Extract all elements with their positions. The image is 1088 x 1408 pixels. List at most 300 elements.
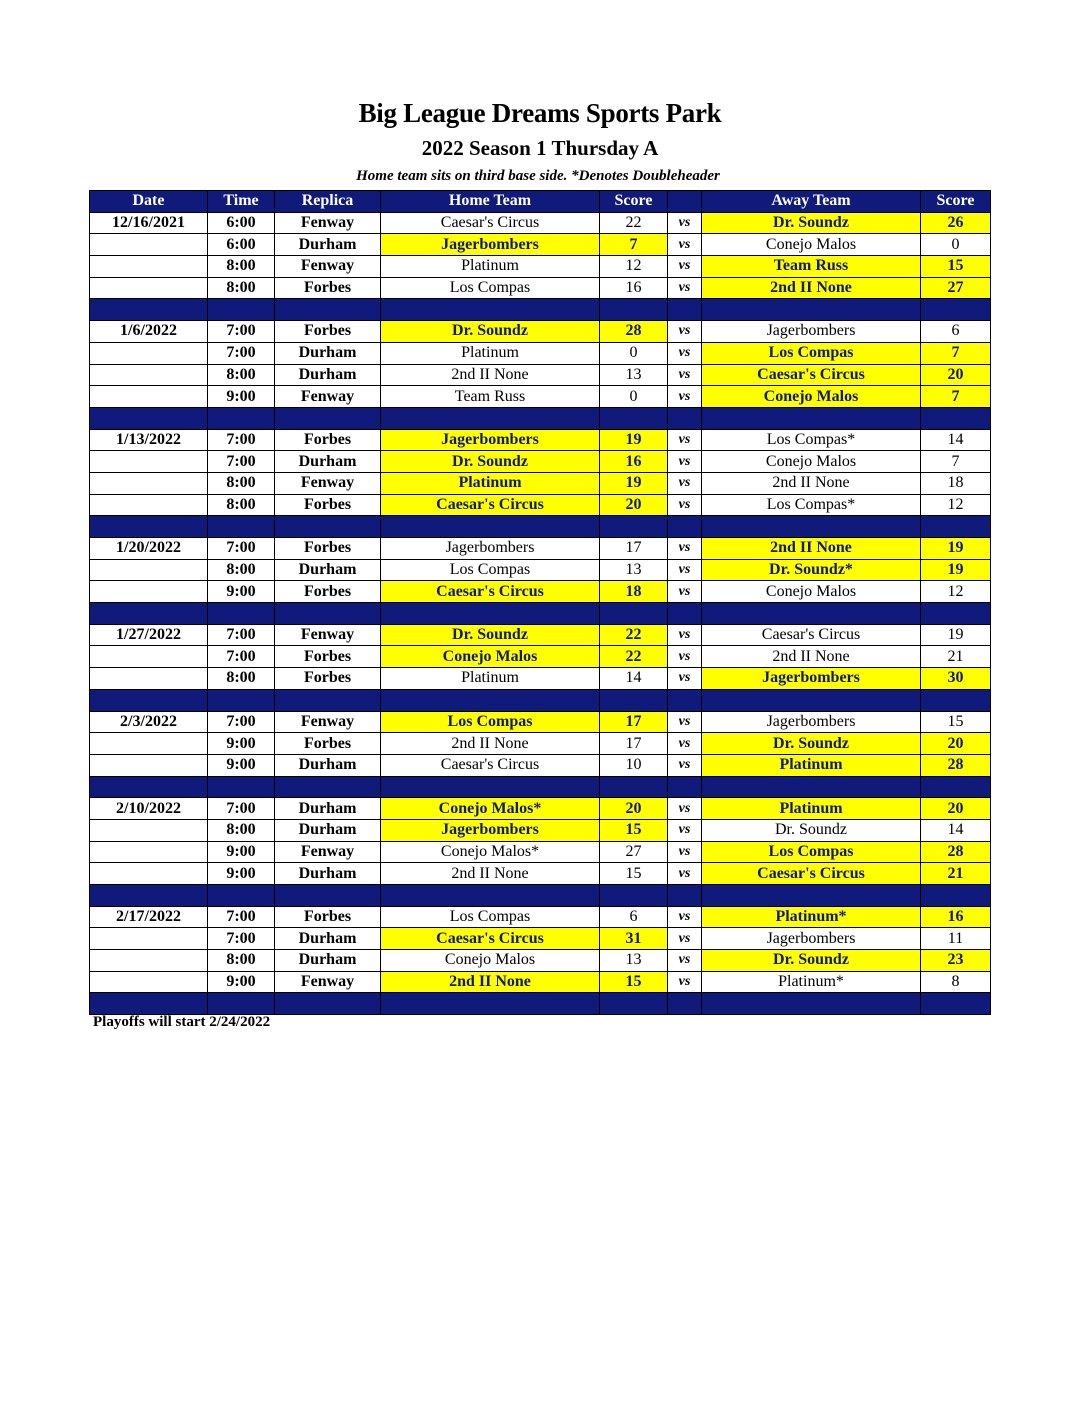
home-team-cell: Platinum bbox=[381, 472, 600, 494]
separator-cell bbox=[90, 603, 208, 625]
replica-cell: Forbes bbox=[275, 646, 381, 668]
away-team-cell: Platinum bbox=[702, 798, 921, 820]
away-team-cell: Conejo Malos bbox=[702, 234, 921, 256]
date-cell bbox=[90, 950, 208, 972]
replica-cell: Durham bbox=[275, 819, 381, 841]
game-row bbox=[90, 429, 991, 451]
separator-cell bbox=[90, 689, 208, 711]
away-score-cell: 20 bbox=[921, 798, 991, 820]
away-score-cell: 14 bbox=[921, 429, 991, 451]
vs-cell: vs bbox=[668, 819, 702, 841]
separator-cell bbox=[600, 993, 668, 1015]
home-team-cell: Platinum bbox=[381, 256, 600, 278]
away-team-cell: 2nd II None bbox=[702, 538, 921, 560]
replica-cell: Durham bbox=[275, 754, 381, 776]
replica-cell: Fenway bbox=[275, 472, 381, 494]
separator-cell bbox=[600, 603, 668, 625]
replica-cell: Fenway bbox=[275, 971, 381, 993]
separator-cell bbox=[381, 776, 600, 798]
home-score-cell: 16 bbox=[600, 451, 668, 473]
away-score-cell: 8 bbox=[921, 971, 991, 993]
separator-cell bbox=[600, 407, 668, 429]
time-cell: 8:00 bbox=[208, 472, 275, 494]
home-team-cell: 2nd II None bbox=[381, 863, 600, 885]
date-cell bbox=[90, 971, 208, 993]
away-team-cell: 2nd II None bbox=[702, 277, 921, 299]
date-cell: 12/16/2021 bbox=[90, 212, 208, 234]
replica-cell: Durham bbox=[275, 364, 381, 386]
away-score-cell: 21 bbox=[921, 646, 991, 668]
separator-cell bbox=[208, 993, 275, 1015]
separator-cell bbox=[600, 776, 668, 798]
away-team-cell: Jagerbombers bbox=[702, 668, 921, 690]
home-score-cell: 18 bbox=[600, 581, 668, 603]
date-cell: 1/27/2022 bbox=[90, 624, 208, 646]
time-cell: 7:00 bbox=[208, 451, 275, 473]
vs-cell: vs bbox=[668, 386, 702, 408]
replica-cell: Durham bbox=[275, 950, 381, 972]
date-cell: 2/17/2022 bbox=[90, 906, 208, 928]
separator-cell bbox=[275, 885, 381, 907]
time-cell: 7:00 bbox=[208, 711, 275, 733]
separator-cell bbox=[381, 885, 600, 907]
separator-cell bbox=[90, 993, 208, 1015]
vs-cell: vs bbox=[668, 256, 702, 278]
away-score-cell: 14 bbox=[921, 819, 991, 841]
separator-cell bbox=[208, 885, 275, 907]
page-title: Big League Dreams Sports Park bbox=[358, 98, 722, 128]
separator-cell bbox=[90, 885, 208, 907]
game-row bbox=[90, 971, 991, 993]
separator-cell bbox=[921, 689, 991, 711]
date-cell bbox=[90, 559, 208, 581]
separator-cell bbox=[90, 407, 208, 429]
home-score-cell: 27 bbox=[600, 841, 668, 863]
separator-cell bbox=[702, 776, 921, 798]
vs-cell: vs bbox=[668, 668, 702, 690]
playoffs-note: Playoffs will start 2/24/2022 bbox=[93, 1014, 271, 1030]
page-subtitle: 2022 Season 1 Thursday A bbox=[421, 136, 659, 160]
away-score-cell: 6 bbox=[921, 321, 991, 343]
replica-cell: Durham bbox=[275, 928, 381, 950]
separator-cell bbox=[381, 689, 600, 711]
week-separator-row bbox=[90, 689, 991, 711]
away-score-cell: 12 bbox=[921, 581, 991, 603]
date-cell bbox=[90, 364, 208, 386]
vs-cell: vs bbox=[668, 971, 702, 993]
vs-cell: vs bbox=[668, 711, 702, 733]
home-team-cell: Dr. Soundz bbox=[381, 321, 600, 343]
game-row bbox=[90, 581, 991, 603]
column-header-vs bbox=[668, 191, 702, 213]
away-score-cell: 0 bbox=[921, 234, 991, 256]
date-cell bbox=[90, 277, 208, 299]
home-score-cell: 0 bbox=[600, 342, 668, 364]
separator-cell bbox=[668, 299, 702, 321]
game-row bbox=[90, 342, 991, 364]
time-cell: 8:00 bbox=[208, 950, 275, 972]
replica-cell: Forbes bbox=[275, 277, 381, 299]
away-team-cell: Caesar's Circus bbox=[702, 624, 921, 646]
game-row bbox=[90, 386, 991, 408]
game-row bbox=[90, 668, 991, 690]
vs-cell: vs bbox=[668, 472, 702, 494]
time-cell: 8:00 bbox=[208, 494, 275, 516]
home-team-cell: Jagerbombers bbox=[381, 819, 600, 841]
week-separator-row bbox=[90, 299, 991, 321]
time-cell: 8:00 bbox=[208, 277, 275, 299]
separator-cell bbox=[381, 993, 600, 1015]
column-header-away-score: Score bbox=[921, 191, 991, 213]
replica-cell: Forbes bbox=[275, 906, 381, 928]
away-team-cell: Dr. Soundz bbox=[702, 819, 921, 841]
separator-cell bbox=[275, 993, 381, 1015]
date-cell bbox=[90, 472, 208, 494]
time-cell: 8:00 bbox=[208, 819, 275, 841]
schedule-body bbox=[90, 212, 991, 1014]
away-team-cell: Conejo Malos bbox=[702, 386, 921, 408]
away-team-cell: Conejo Malos bbox=[702, 451, 921, 473]
away-team-cell: Los Compas* bbox=[702, 494, 921, 516]
separator-cell bbox=[208, 776, 275, 798]
replica-cell: Fenway bbox=[275, 711, 381, 733]
separator-cell bbox=[668, 776, 702, 798]
separator-cell bbox=[702, 993, 921, 1015]
week-separator-row bbox=[90, 407, 991, 429]
away-score-cell: 23 bbox=[921, 950, 991, 972]
separator-cell bbox=[668, 407, 702, 429]
column-header-replica: Replica bbox=[275, 191, 381, 213]
column-header-date: Date bbox=[90, 191, 208, 213]
time-cell: 7:00 bbox=[208, 906, 275, 928]
away-score-cell: 18 bbox=[921, 472, 991, 494]
home-team-cell: Jagerbombers bbox=[381, 538, 600, 560]
separator-cell bbox=[702, 407, 921, 429]
time-cell: 9:00 bbox=[208, 733, 275, 755]
replica-cell: Fenway bbox=[275, 256, 381, 278]
home-score-cell: 13 bbox=[600, 950, 668, 972]
home-score-cell: 22 bbox=[600, 624, 668, 646]
date-cell: 2/10/2022 bbox=[90, 798, 208, 820]
vs-cell: vs bbox=[668, 494, 702, 516]
vs-cell: vs bbox=[668, 624, 702, 646]
vs-cell: vs bbox=[668, 277, 702, 299]
separator-cell bbox=[921, 885, 991, 907]
replica-cell: Forbes bbox=[275, 668, 381, 690]
separator-cell bbox=[208, 516, 275, 538]
week-separator-row bbox=[90, 516, 991, 538]
game-row bbox=[90, 538, 991, 560]
game-row bbox=[90, 559, 991, 581]
column-header-home-team: Home Team bbox=[381, 191, 600, 213]
separator-cell bbox=[208, 407, 275, 429]
date-cell bbox=[90, 733, 208, 755]
away-score-cell: 7 bbox=[921, 386, 991, 408]
column-header-time: Time bbox=[208, 191, 275, 213]
away-team-cell: 2nd II None bbox=[702, 646, 921, 668]
separator-cell bbox=[702, 689, 921, 711]
separator-cell bbox=[921, 407, 991, 429]
home-team-cell: Los Compas bbox=[381, 559, 600, 581]
time-cell: 9:00 bbox=[208, 863, 275, 885]
game-row bbox=[90, 277, 991, 299]
header-row bbox=[90, 191, 991, 213]
away-score-cell: 28 bbox=[921, 841, 991, 863]
week-separator-row bbox=[90, 603, 991, 625]
time-cell: 8:00 bbox=[208, 668, 275, 690]
home-score-cell: 10 bbox=[600, 754, 668, 776]
time-cell: 7:00 bbox=[208, 624, 275, 646]
replica-cell: Forbes bbox=[275, 733, 381, 755]
date-cell bbox=[90, 342, 208, 364]
home-team-cell: Caesar's Circus bbox=[381, 494, 600, 516]
separator-cell bbox=[600, 299, 668, 321]
date-cell bbox=[90, 819, 208, 841]
time-cell: 6:00 bbox=[208, 234, 275, 256]
home-team-cell: 2nd II None bbox=[381, 733, 600, 755]
away-team-cell: Dr. Soundz bbox=[702, 733, 921, 755]
home-score-cell: 6 bbox=[600, 906, 668, 928]
replica-cell: Forbes bbox=[275, 581, 381, 603]
vs-cell: vs bbox=[668, 451, 702, 473]
date-cell: 1/6/2022 bbox=[90, 321, 208, 343]
home-score-cell: 15 bbox=[600, 971, 668, 993]
separator-cell bbox=[600, 516, 668, 538]
separator-cell bbox=[381, 299, 600, 321]
replica-cell: Forbes bbox=[275, 538, 381, 560]
home-team-cell: Dr. Soundz bbox=[381, 624, 600, 646]
away-team-cell: Los Compas bbox=[702, 841, 921, 863]
away-score-cell: 20 bbox=[921, 733, 991, 755]
time-cell: 6:00 bbox=[208, 212, 275, 234]
time-cell: 8:00 bbox=[208, 364, 275, 386]
separator-cell bbox=[921, 993, 991, 1015]
game-row bbox=[90, 212, 991, 234]
home-score-cell: 13 bbox=[600, 364, 668, 386]
separator-cell bbox=[208, 299, 275, 321]
date-cell: 1/20/2022 bbox=[90, 538, 208, 560]
schedule-table bbox=[89, 190, 991, 1015]
time-cell: 9:00 bbox=[208, 581, 275, 603]
vs-cell: vs bbox=[668, 906, 702, 928]
vs-cell: vs bbox=[668, 863, 702, 885]
game-row bbox=[90, 906, 991, 928]
replica-cell: Durham bbox=[275, 863, 381, 885]
game-row bbox=[90, 754, 991, 776]
replica-cell: Durham bbox=[275, 234, 381, 256]
home-team-cell: 2nd II None bbox=[381, 364, 600, 386]
vs-cell: vs bbox=[668, 733, 702, 755]
column-header-away-team: Away Team bbox=[702, 191, 921, 213]
home-score-cell: 19 bbox=[600, 429, 668, 451]
time-cell: 8:00 bbox=[208, 559, 275, 581]
replica-cell: Durham bbox=[275, 559, 381, 581]
vs-cell: vs bbox=[668, 928, 702, 950]
home-score-cell: 0 bbox=[600, 386, 668, 408]
home-score-cell: 20 bbox=[600, 798, 668, 820]
home-team-cell: Conejo Malos bbox=[381, 646, 600, 668]
vs-cell: vs bbox=[668, 581, 702, 603]
away-team-cell: Platinum* bbox=[702, 971, 921, 993]
home-score-cell: 19 bbox=[600, 472, 668, 494]
game-row bbox=[90, 798, 991, 820]
date-cell bbox=[90, 581, 208, 603]
away-score-cell: 19 bbox=[921, 538, 991, 560]
game-row bbox=[90, 841, 991, 863]
separator-cell bbox=[600, 689, 668, 711]
replica-cell: Fenway bbox=[275, 624, 381, 646]
game-row bbox=[90, 928, 991, 950]
time-cell: 7:00 bbox=[208, 646, 275, 668]
date-cell: 2/3/2022 bbox=[90, 711, 208, 733]
time-cell: 7:00 bbox=[208, 928, 275, 950]
away-score-cell: 15 bbox=[921, 256, 991, 278]
game-row bbox=[90, 321, 991, 343]
separator-cell bbox=[275, 299, 381, 321]
date-cell bbox=[90, 668, 208, 690]
separator-cell bbox=[921, 776, 991, 798]
away-team-cell: Los Compas* bbox=[702, 429, 921, 451]
away-score-cell: 27 bbox=[921, 277, 991, 299]
away-score-cell: 15 bbox=[921, 711, 991, 733]
home-score-cell: 7 bbox=[600, 234, 668, 256]
vs-cell: vs bbox=[668, 429, 702, 451]
date-cell: 1/13/2022 bbox=[90, 429, 208, 451]
separator-cell bbox=[381, 603, 600, 625]
replica-cell: Fenway bbox=[275, 212, 381, 234]
game-row bbox=[90, 819, 991, 841]
home-score-cell: 16 bbox=[600, 277, 668, 299]
game-row bbox=[90, 646, 991, 668]
away-team-cell: Jagerbombers bbox=[702, 321, 921, 343]
time-cell: 9:00 bbox=[208, 971, 275, 993]
home-score-cell: 17 bbox=[600, 711, 668, 733]
replica-cell: Forbes bbox=[275, 321, 381, 343]
home-team-cell: Dr. Soundz bbox=[381, 451, 600, 473]
separator-cell bbox=[668, 689, 702, 711]
away-score-cell: 20 bbox=[921, 364, 991, 386]
date-cell bbox=[90, 256, 208, 278]
game-row bbox=[90, 624, 991, 646]
away-team-cell: Caesar's Circus bbox=[702, 863, 921, 885]
separator-cell bbox=[702, 603, 921, 625]
game-row bbox=[90, 451, 991, 473]
time-cell: 7:00 bbox=[208, 429, 275, 451]
home-team-cell: Caesar's Circus bbox=[381, 212, 600, 234]
away-score-cell: 11 bbox=[921, 928, 991, 950]
separator-cell bbox=[208, 689, 275, 711]
week-separator-row bbox=[90, 776, 991, 798]
separator-cell bbox=[702, 516, 921, 538]
separator-cell bbox=[668, 516, 702, 538]
vs-cell: vs bbox=[668, 538, 702, 560]
separator-cell bbox=[275, 776, 381, 798]
home-team-cell: Team Russ bbox=[381, 386, 600, 408]
vs-cell: vs bbox=[668, 342, 702, 364]
vs-cell: vs bbox=[668, 559, 702, 581]
vs-cell: vs bbox=[668, 212, 702, 234]
home-score-cell: 31 bbox=[600, 928, 668, 950]
away-team-cell: Platinum bbox=[702, 754, 921, 776]
separator-cell bbox=[702, 885, 921, 907]
time-cell: 7:00 bbox=[208, 321, 275, 343]
separator-cell bbox=[921, 516, 991, 538]
away-score-cell: 21 bbox=[921, 863, 991, 885]
away-team-cell: Dr. Soundz* bbox=[702, 559, 921, 581]
home-team-cell: Los Compas bbox=[381, 277, 600, 299]
away-team-cell: Jagerbombers bbox=[702, 928, 921, 950]
game-row bbox=[90, 863, 991, 885]
away-team-cell: Dr. Soundz bbox=[702, 212, 921, 234]
away-score-cell: 26 bbox=[921, 212, 991, 234]
separator-cell bbox=[600, 885, 668, 907]
away-team-cell: 2nd II None bbox=[702, 472, 921, 494]
date-cell bbox=[90, 494, 208, 516]
vs-cell: vs bbox=[668, 321, 702, 343]
separator-cell bbox=[668, 603, 702, 625]
away-score-cell: 16 bbox=[921, 906, 991, 928]
week-separator-row bbox=[90, 993, 991, 1015]
time-cell: 9:00 bbox=[208, 841, 275, 863]
replica-cell: Durham bbox=[275, 451, 381, 473]
vs-cell: vs bbox=[668, 234, 702, 256]
date-cell bbox=[90, 386, 208, 408]
separator-cell bbox=[208, 603, 275, 625]
away-team-cell: Los Compas bbox=[702, 342, 921, 364]
home-team-cell: Conejo Malos* bbox=[381, 841, 600, 863]
separator-cell bbox=[668, 885, 702, 907]
replica-cell: Forbes bbox=[275, 494, 381, 516]
home-team-cell: Conejo Malos bbox=[381, 950, 600, 972]
home-team-cell: Platinum bbox=[381, 342, 600, 364]
separator-cell bbox=[275, 603, 381, 625]
away-score-cell: 7 bbox=[921, 451, 991, 473]
separator-cell bbox=[275, 516, 381, 538]
home-team-cell: Conejo Malos* bbox=[381, 798, 600, 820]
week-separator-row bbox=[90, 885, 991, 907]
home-score-cell: 22 bbox=[600, 646, 668, 668]
game-row bbox=[90, 711, 991, 733]
separator-cell bbox=[90, 776, 208, 798]
away-team-cell: Dr. Soundz bbox=[702, 950, 921, 972]
replica-cell: Fenway bbox=[275, 386, 381, 408]
home-score-cell: 14 bbox=[600, 668, 668, 690]
home-score-cell: 17 bbox=[600, 538, 668, 560]
home-score-cell: 15 bbox=[600, 863, 668, 885]
away-team-cell: Caesar's Circus bbox=[702, 364, 921, 386]
separator-cell bbox=[702, 299, 921, 321]
replica-cell: Forbes bbox=[275, 429, 381, 451]
separator-cell bbox=[90, 516, 208, 538]
away-team-cell: Platinum* bbox=[702, 906, 921, 928]
replica-cell: Durham bbox=[275, 342, 381, 364]
away-score-cell: 30 bbox=[921, 668, 991, 690]
home-team-cell: Jagerbombers bbox=[381, 234, 600, 256]
time-cell: 7:00 bbox=[208, 538, 275, 560]
separator-cell bbox=[668, 993, 702, 1015]
time-cell: 9:00 bbox=[208, 754, 275, 776]
away-team-cell: Conejo Malos bbox=[702, 581, 921, 603]
away-score-cell: 19 bbox=[921, 624, 991, 646]
vs-cell: vs bbox=[668, 841, 702, 863]
game-row bbox=[90, 472, 991, 494]
game-row bbox=[90, 256, 991, 278]
vs-cell: vs bbox=[668, 364, 702, 386]
vs-cell: vs bbox=[668, 798, 702, 820]
date-cell bbox=[90, 863, 208, 885]
game-row bbox=[90, 234, 991, 256]
home-team-cell: Caesar's Circus bbox=[381, 754, 600, 776]
